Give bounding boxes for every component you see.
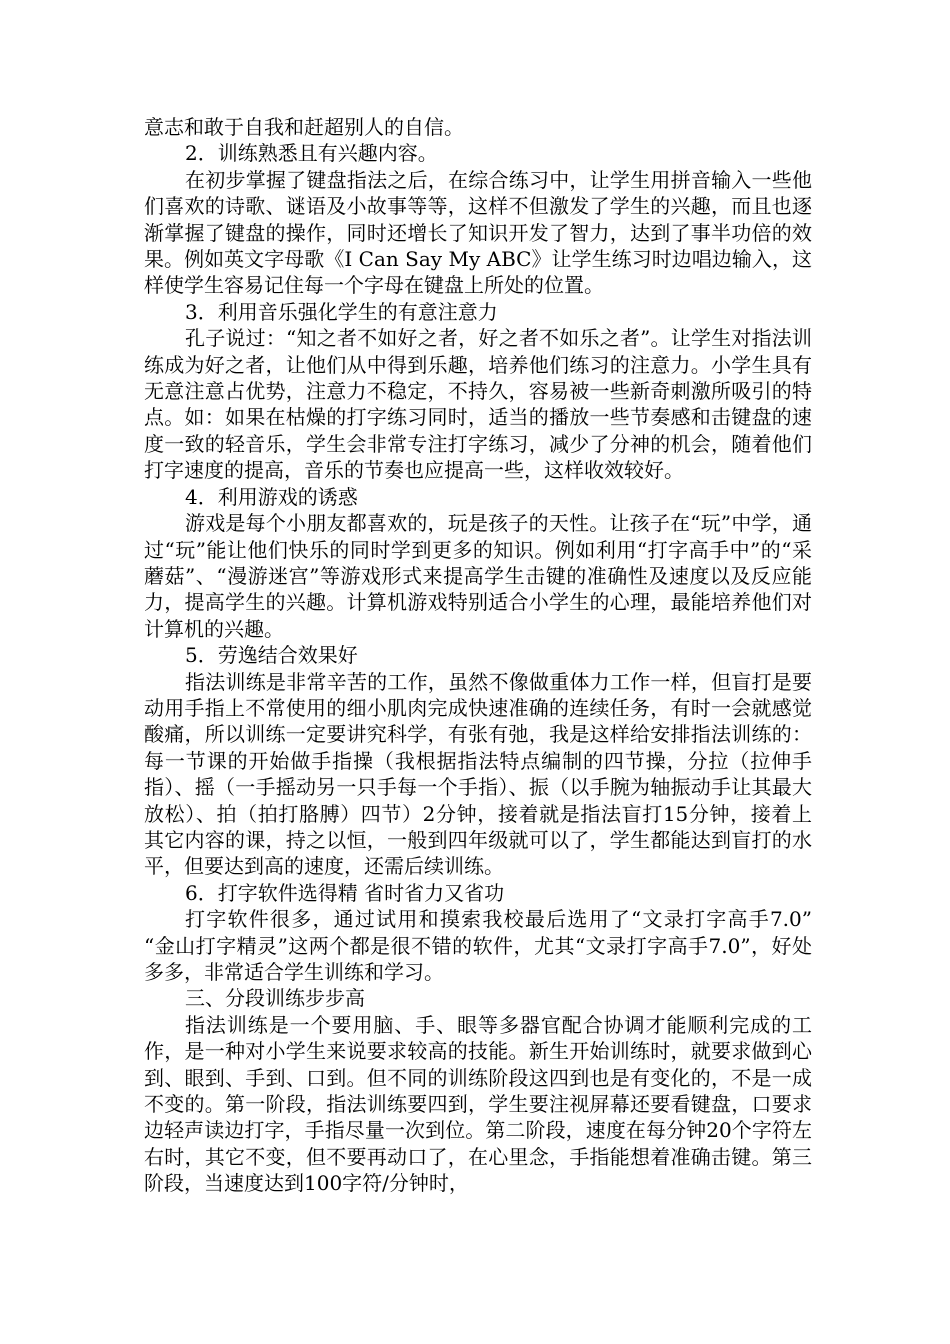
section-heading-3: 三、分段训练步步高 — [185, 986, 365, 1011]
heading-item-3: 3．利用音乐强化学生的有意注意力 — [185, 299, 498, 324]
heading-item-4: 4．利用游戏的诱惑 — [185, 484, 358, 509]
paragraph-section-3: 指法训练是一个要用脑、手、眼等多器官配合协调才能顺利完成的工作，是一种对小学生来说要求较高的技能。新生开始训练时，就要求做到心到、眼到、手到、口到。但不同的训练阶段这四到也是有变化的，不是一成不变的。第一阶段，指法训练要四到，学生要注视屏幕还要看键盘，口要求边轻声读边打字，手指尽量一次到位。第二阶段，速度在每分钟20个字符左右时，其它不变，但不要再动口了，在心里念，手指能想着准确击键。第三阶段，当速度达到100字符/分钟时， — [144, 1012, 812, 1196]
paragraph-item-3: 孔子说过：“知之者不如好之者，好之者不如乐之者”。让学生对指法训练成为好之者，让他们从中得到乐趣，培养他们练习的注意力。小学生具有无意注意占优势，注意力不稳定，不持久，容易被一些新奇刺激所吸引的特点。如：如果在枯燥的打字练习同时，适当的播放一些节奏感和击键盘的速度一致的轻音乐，学生会非常专注打字练习，减少了分神的机会，随着他们打字速度的提高，音乐的节奏也应提高一些，这样收效较好。 — [144, 326, 812, 483]
paragraph-item-4: 游戏是每个小朋友都喜欢的，玩是孩子的天性。让孩子在“玩”中学，通过“玩”能让他们快乐的同时学到更多的知识。例如利用“打字高手中”的“采蘑菇”、“漫游迷宫”等游戏形式来提高学生击键的准确性及速度以及反应能力，提高学生的兴趣。计算机游戏特别适合小学生的心理，最能培养他们对计算机的兴趣。 — [144, 511, 812, 641]
heading-item-5: 5．劳逸结合效果好 — [185, 643, 358, 668]
paragraph-continuation: 意志和敢于自我和赶超别人的自信。 — [144, 115, 464, 139]
heading-item-6: 6．打字软件选得精 省时省力又省功 — [185, 880, 505, 905]
document-page — [144, 114, 812, 1197]
paragraph-item-6: 打字软件很多，通过试用和摸索我校最后选用了“文录打字高手7.0” “金山打字精灵”这两个都是很不错的软件，尤其“文录打字高手7.0”，好处多多，非常适合学生训练和学习。 — [144, 907, 812, 984]
paragraph-item-2: 在初步掌握了键盘指法之后，在综合练习中，让学生用拼音输入一些他们喜欢的诗歌、谜语及小故事等等，这样不但激发了学生的兴趣，而且也逐渐掌握了键盘的操作，同时还增长了知识开发了智力，达到了事半功倍的效果。例如英文字母歌《I Can Say My ABC》让学生练习时边唱边输入，这样使学生容易记住每一个字母在键盘上所处的位置。 — [144, 167, 812, 298]
paragraph-item-5: 指法训练是非常辛苦的工作，虽然不像做重体力工作一样，但盲打是要动用手指上不常使用的细小肌肉完成快速准确的连续任务，有时一会就感觉酸痛，所以训练一定要讲究科学，有张有弛，我是这样给安排指法训练的：每一节课的开始做手指操（我根据指法特点编制的四节操，分拉（拉伸手指）、摇（一手摇动另一只手每一个手指）、振（以手腕为轴振动手让其最大放松）、拍（拍打胳膊）四节）2分钟，接着就是指法盲打15分钟，接着上其它内容的课，持之以恒，一般到四年级就可以了，学生都能达到盲打的水平，但要达到高的速度，还需后续训练。 — [144, 669, 812, 879]
heading-item-2: 2．训练熟悉且有兴趣内容。 — [185, 141, 438, 166]
